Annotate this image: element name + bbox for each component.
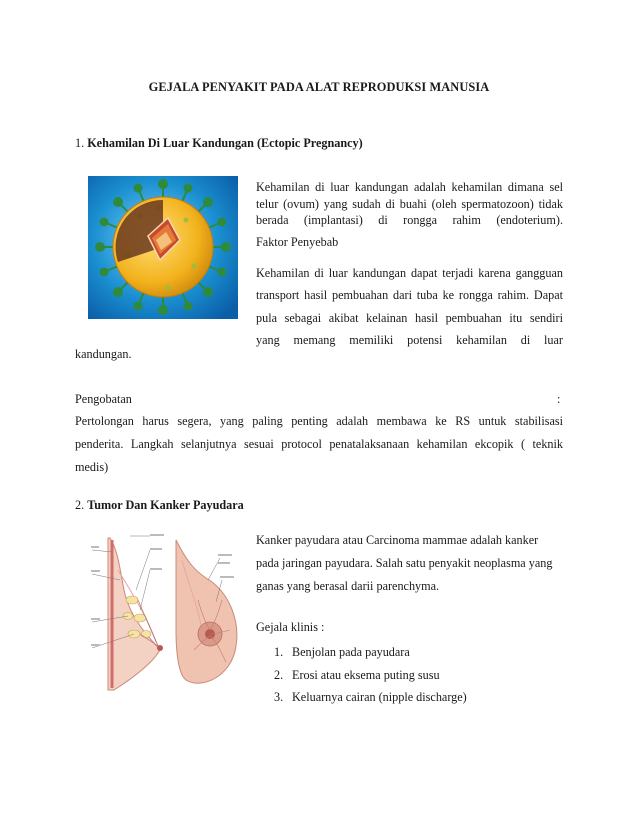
symptoms-label: Gejala klinis : — [256, 620, 325, 634]
text-line: pada jaringan payudara. Salah satu penyakit neoplasma yang — [256, 556, 553, 570]
text-line: yang memang memiliki potensi kehamilan di luar — [256, 332, 563, 347]
breast-anatomy-illustration — [90, 530, 243, 695]
text-line: penderita. Langkah selanjutnya sesuai protocol penatalaksanaan kehamilan ekcopik ( teknik — [75, 437, 563, 451]
symptoms-list — [274, 641, 467, 709]
section-1-number: 1. — [75, 136, 85, 150]
text-line: Kehamilan di luar kandungan dapat terjadi karena gangguan — [256, 266, 563, 280]
treatment-label: Pengobatan — [75, 392, 132, 406]
section-1-title: Kehamilan Di Luar Kandungan (Ectopic Pregnancy) — [87, 136, 363, 150]
section-1-intro — [256, 179, 563, 229]
page-title: GEJALA PENYAKIT PADA ALAT REPRODUKSI MANUSIA — [148, 80, 490, 94]
cause-tail: kandungan. — [75, 347, 132, 361]
virus-image — [88, 176, 238, 319]
text-line: medis) — [75, 460, 109, 474]
list-item: 1. Benjolan pada payudara — [274, 645, 410, 659]
section-2-number: 2. — [75, 498, 85, 512]
text-line: Kanker payudara atau Carcinoma mammae adalah kanker — [256, 533, 539, 547]
section-1-cause — [256, 262, 563, 351]
text-line: Kehamilan di luar kandungan adalah kehamilan dimana sel — [256, 180, 563, 194]
text-line: Pertolongan harus segera, yang paling penting adalah membawa ke RS untuk stabilisasi — [75, 414, 563, 428]
section-2-intro — [256, 529, 566, 598]
section-2-title: Tumor Dan Kanker Payudara — [87, 498, 244, 512]
treatment-text — [75, 410, 563, 479]
cause-label: Faktor Penyebab — [256, 235, 339, 249]
treatment-colon: : — [557, 392, 561, 406]
text-line: transport hasil pembuahan dari tuba ke rongga rahim. Dapat — [256, 288, 563, 303]
section-1-heading — [75, 136, 363, 151]
list-item: 3. Keluarnya cairan (nipple discharge) — [274, 690, 467, 704]
virus-illustration — [88, 176, 238, 319]
text-line: ganas yang berasal darii parenchyma. — [256, 579, 440, 593]
text-line: pula sebagai akibat kelainan hasil pembuahan itu sendiri — [256, 310, 563, 325]
text-line: telur (ovum) yang sudah di buahi (oleh spermatozoon) tidak — [256, 196, 563, 211]
text-line: berada (implantasi) di rongga rahim (endoterium). — [256, 213, 563, 227]
list-item: 2. Erosi atau eksema puting susu — [274, 667, 440, 682]
breast-anatomy-image — [90, 530, 243, 695]
section-2-heading — [75, 498, 244, 513]
